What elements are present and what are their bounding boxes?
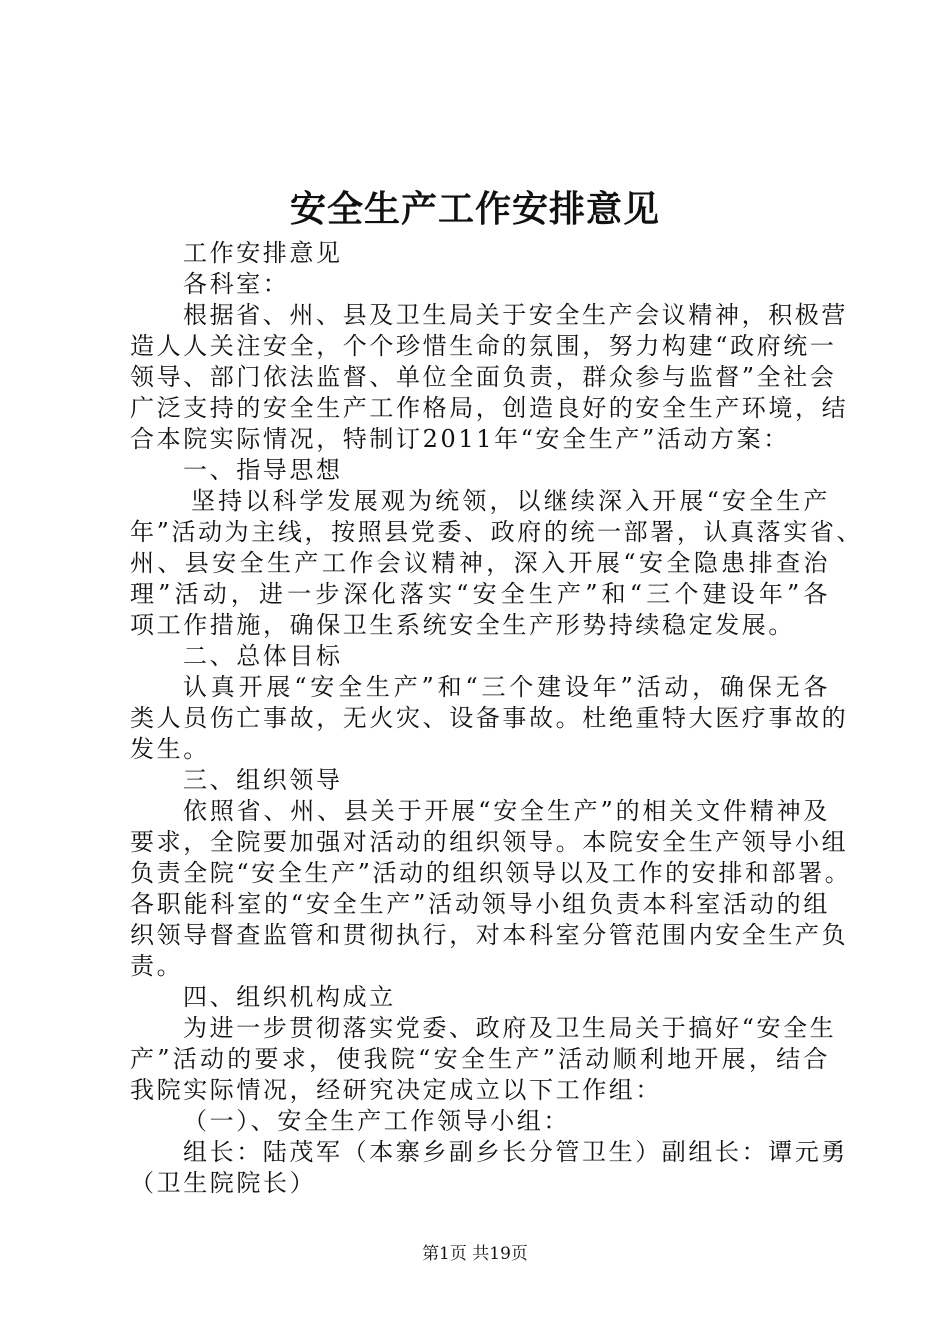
body-line: 一、指导思想 [183,456,343,484]
body-line: 要求，全院要加强对活动的组织领导。本院安全生产领导小组 [130,828,849,856]
body-line: 类人员伤亡事故，无火灾、设备事故。杜绝重特大医疗事故的 [130,704,849,732]
body-line: 州、县安全生产工作会议精神，深入开展“安全隐患排查治 [130,549,830,577]
body-line: 广泛支持的安全生产工作格局，创造良好的安全生产环境，结 [130,394,849,422]
page-footer: 第1页 共19页 [422,1244,528,1264]
body-line: 为进一步贯彻落实党委、政府及卫生局关于搞好“安全生 [183,1014,837,1042]
document-title: 安全生产工作安排意见 [289,188,660,230]
body-line: （卫生院院长） [130,1169,317,1197]
body-line: 二、总体目标 [183,642,343,670]
body-line: 坚持以科学发展观为统领，以继续深入开展“安全生产 [190,487,830,515]
body-line: 组长：陆茂军（本寨乡副乡长分管卫生）副组长：谭元勇 [183,1138,848,1166]
body-line: 负责全院“安全生产”活动的组织领导以及工作的安排和部署。 [130,859,852,887]
body-line: 项工作措施，确保卫生系统安全生产形势持续稳定发展。 [130,611,795,639]
body-line: 依照省、州、县关于开展“安全生产”的相关文件精神及 [183,797,830,825]
body-line: 各职能科室的“安全生产”活动领导小组负责本科室活动的组 [130,890,830,918]
body-line: 各科室： [183,270,290,298]
body-line: 织领导督查监管和贯彻执行，对本科室分管范围内安全生产负 [130,921,849,949]
body-line: 工作安排意见 [183,239,343,267]
body-line: 造人人关注安全，个个珍惜生命的氛围，努力构建“政府统一 [130,332,837,360]
body-line: 领导、部门依法监督、单位全面负责，群众参与监督”全社会 [130,363,837,391]
body-line: 责。 [130,952,184,980]
body-line: 年”活动为主线，按照县党委、政府的统一部署，认真落实省、 [130,518,864,546]
body-line: 认真开展“安全生产”和“三个建设年”活动，确保无各 [183,673,830,701]
body-line: 三、组织领导 [183,766,343,794]
body-line: 产”活动的要求，使我院“安全生产”活动顺利地开展，结合 [130,1045,830,1073]
document-body [130,238,864,1199]
body-line: 合本院实际情况，特制订2011年“安全生产”活动方案： [130,425,790,453]
body-line: 我院实际情况，经研究决定成立以下工作组： [130,1076,662,1104]
body-line: （一）、安全生产工作领导小组： [183,1107,570,1135]
body-line: 发生。 [130,735,210,763]
body-line: 理”活动，进一步深化落实“安全生产”和“三个建设年”各 [130,580,830,608]
body-line: 根据省、州、县及卫生局关于安全生产会议精神，积极营 [183,301,848,329]
body-line: 四、组织机构成立 [183,983,396,1011]
